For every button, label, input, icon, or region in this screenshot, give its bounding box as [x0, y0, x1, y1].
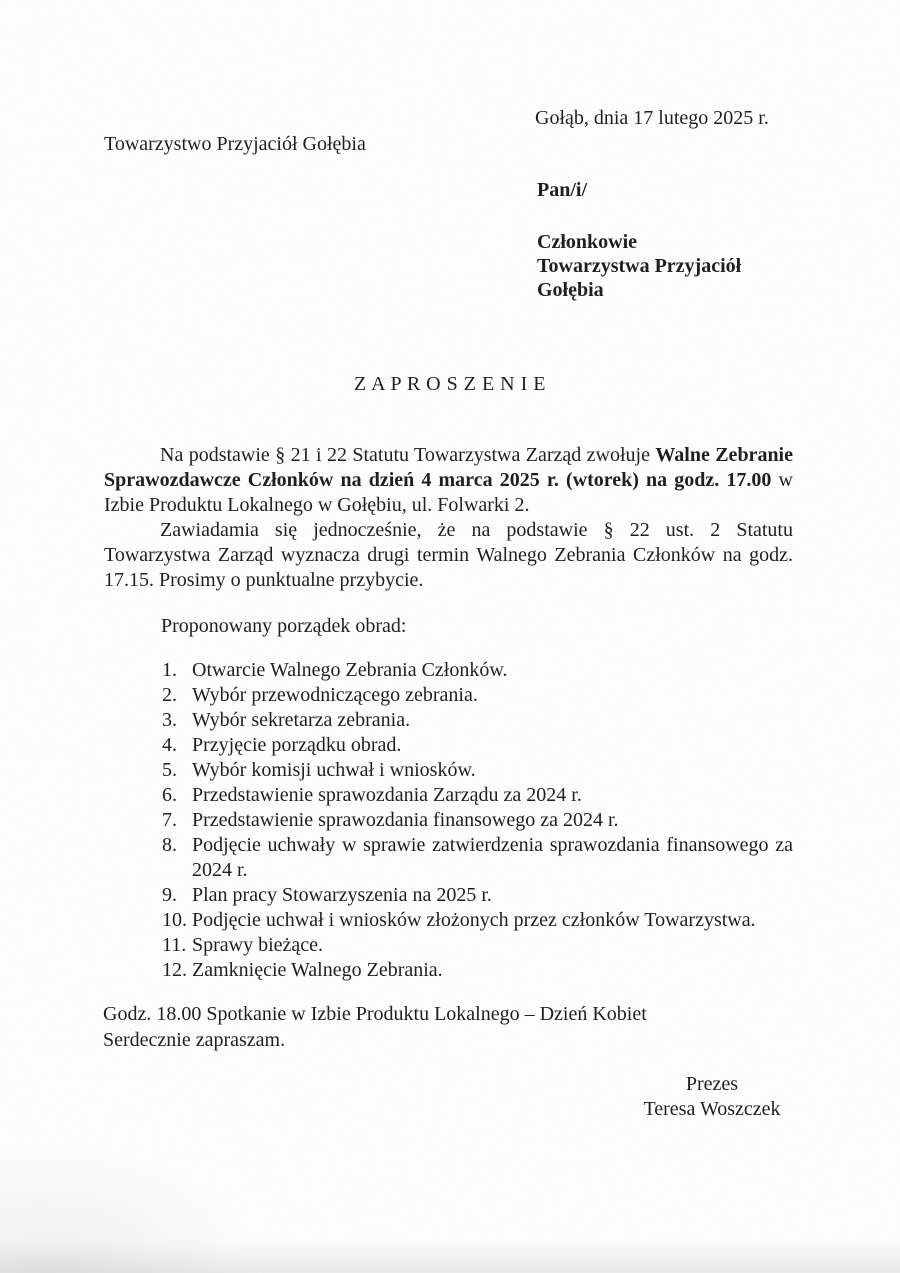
recipient-block: [537, 230, 741, 302]
date-line: Gołąb, dnia 17 lutego 2025 r.: [535, 107, 769, 129]
agenda-item-text: Podjęcie uchwały w sprawie zatwierdzenia sprawozdania finansowego za 2024 r.: [192, 834, 793, 881]
agenda-item: [104, 683, 793, 708]
agenda-item-text: Wybór komisji uchwał i wniosków.: [192, 759, 476, 781]
agenda-item-number: 10.: [162, 909, 187, 931]
agenda-item: [104, 733, 793, 758]
agenda-item: [104, 958, 793, 983]
agenda-item-number: 9.: [162, 884, 177, 906]
paragraph-convocation: [104, 443, 793, 518]
agenda-item-number: 6.: [162, 784, 177, 806]
text-run: Na podstawie § 21 i 22 Statutu Towarzystwa Zarząd zwołuje: [160, 444, 656, 466]
agenda-item: [104, 908, 793, 933]
signature-name: Teresa Woszczek: [643, 1098, 781, 1120]
document-title: Z A P R O S Z E N I E: [354, 373, 546, 395]
agenda-item: [104, 933, 793, 958]
agenda-item-number: 2.: [162, 684, 177, 706]
agenda-item: [104, 708, 793, 733]
agenda-item: [104, 658, 793, 683]
agenda-item: [104, 833, 793, 883]
agenda-item-text: Plan pracy Stowarzyszenia na 2025 r.: [192, 884, 492, 906]
scan-smudge-bottom-edge: [0, 1239, 900, 1273]
agenda-item-text: Sprawy bieżące.: [192, 934, 324, 956]
agenda-item: [104, 758, 793, 783]
footer-note-line1: Godz. 18.00 Spotkanie w Izbie Produktu Lokalnego – Dzień Kobiet: [103, 1003, 647, 1025]
recipient-line: Członkowie: [537, 231, 637, 253]
agenda-item-text: Otwarcie Walnego Zebrania Członków.: [192, 659, 508, 681]
recipient-salutation: Pan/i/: [537, 179, 588, 201]
agenda-item-number: 8.: [162, 834, 177, 856]
agenda-item: [104, 883, 793, 908]
agenda-item-text: Zamknięcie Walnego Zebrania.: [192, 959, 443, 981]
agenda-item-text: Wybór sekretarza zebrania.: [192, 709, 411, 731]
text-run: Zawiadamia się jednocześnie, że na podstawie § 22 ust. 2 Statutu Towarzystwa Zarząd wyznacza drugi termin Walnego Zebrania Członków na godz. 17.15. Prosimy o punktualne przybycie.: [104, 519, 793, 591]
recipient-line: Towarzystwa Przyjaciół: [537, 255, 742, 277]
sender-name: Towarzystwo Przyjaciół Gołębia: [104, 133, 366, 155]
agenda-item-text: Podjęcie uchwał i wniosków złożonych przez członków Towarzystwa.: [192, 909, 756, 931]
agenda-item-number: 4.: [162, 734, 177, 756]
agenda-intro: Proponowany porządek obrad:: [161, 615, 407, 637]
agenda-item-text: Wybór przewodniczącego zebrania.: [192, 684, 478, 706]
paragraph-second-term: [104, 518, 793, 593]
agenda-item-number: 1.: [162, 659, 177, 681]
text-run: w Izbie Produktu Lokalnego w Gołębiu, ul. Folwarki 2.: [104, 469, 793, 516]
recipient-line: Gołębia: [537, 279, 604, 301]
agenda-item: [104, 783, 793, 808]
agenda-item: [104, 808, 793, 833]
signature-block: [592, 1072, 832, 1122]
agenda-item-number: 12.: [162, 959, 187, 981]
agenda-item-number: 5.: [162, 759, 177, 781]
agenda-item-text: Przedstawienie sprawozdania Zarządu za 2024 r.: [192, 784, 582, 806]
body-paragraphs: [104, 443, 793, 593]
signature-role: Prezes: [685, 1073, 739, 1095]
agenda-item-text: Przedstawienie sprawozdania finansowego za 2024 r.: [192, 809, 619, 831]
agenda-item-number: 3.: [162, 709, 177, 731]
scan-smudge-bottom-left: [0, 1143, 260, 1273]
bold-text-run: Walne Zebranie Sprawozdawcze Członków na dzień 4 marca 2025 r. (wtorek) na godz. 17.00: [104, 444, 793, 491]
agenda-item-text: Przyjęcie porządku obrad.: [192, 734, 402, 756]
agenda-item-number: 7.: [162, 809, 177, 831]
footer-note: [103, 1001, 647, 1053]
footer-note-line2: Serdecznie zapraszam.: [103, 1029, 286, 1051]
agenda-list: [104, 658, 793, 983]
agenda-item-number: 11.: [162, 934, 187, 956]
